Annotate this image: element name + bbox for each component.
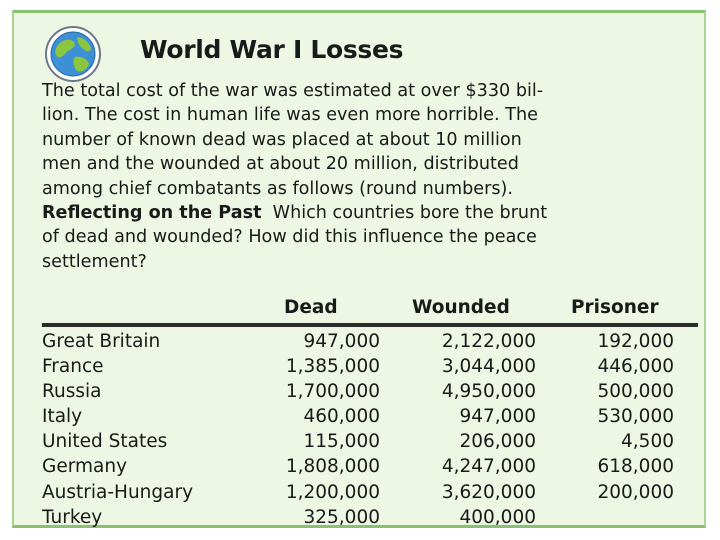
country-cell: Russia [42, 381, 102, 403]
losses-panel [12, 10, 706, 528]
intro-line: among chief combatants as follows (round numbers). [42, 178, 513, 199]
country-cell: Great Britain [42, 331, 161, 352]
dead-cell: 1,385,000 [285, 356, 380, 378]
table-row [42, 379, 674, 404]
wounded-cell: 3,044,000 [441, 356, 536, 378]
wounded-cell: 4,247,000 [441, 456, 536, 478]
reflect-line: settlement? [42, 251, 147, 272]
losses-table [42, 329, 674, 530]
intro-line: number of known dead was placed at about 10 million [42, 129, 522, 150]
prisoner-cell: 192,000 [597, 331, 674, 352]
prisoner-cell: 200,000 [597, 481, 674, 503]
reflect-heading: Reflecting on the Past [42, 203, 262, 224]
wounded-cell: 400,000 [459, 506, 536, 528]
country-cell: Italy [42, 406, 83, 428]
dead-cell: 115,000 [303, 431, 380, 453]
dead-cell: 460,000 [303, 406, 380, 428]
country-cell: United States [42, 431, 168, 453]
country-cell: Turkey [42, 506, 103, 528]
wounded-cell: 3,620,000 [441, 481, 536, 503]
column-header-dead: Dead [284, 297, 338, 318]
country-cell: Germany [42, 456, 128, 478]
table-row [42, 505, 674, 530]
prisoner-cell: 4,500 [621, 431, 674, 453]
table-row [42, 454, 674, 479]
page-title: World War I Losses [140, 35, 404, 64]
intro-line: lion. The cost in human life was even more horrible. The [42, 105, 538, 126]
table-row [42, 429, 674, 454]
column-header-prisoner: Prisoner [571, 297, 659, 318]
table-rule-header [42, 325, 698, 327]
prisoner-cell: 618,000 [597, 456, 674, 478]
dead-cell: 325,000 [303, 506, 380, 528]
dead-cell: 1,700,000 [285, 381, 380, 403]
intro-line: The total cost of the war was estimated at over $330 bil- [42, 81, 544, 101]
country-cell: France [42, 356, 104, 378]
country-cell: Austria-Hungary [42, 481, 194, 503]
dead-cell: 947,000 [303, 331, 380, 352]
table-row [42, 480, 674, 505]
reflect-question: Which countries bore the brunt [272, 203, 548, 224]
table-row [42, 329, 674, 354]
globe-icon [44, 25, 102, 83]
dead-cell: 1,808,000 [285, 456, 380, 478]
column-header-wounded: Wounded [412, 297, 510, 318]
intro-paragraph [42, 79, 702, 274]
prisoner-cell: 530,000 [597, 406, 674, 428]
prisoner-cell: 500,000 [597, 381, 674, 403]
wounded-cell: 4,950,000 [441, 381, 536, 403]
wounded-cell: 947,000 [459, 406, 536, 428]
table-row [42, 404, 674, 429]
table-row [42, 354, 674, 379]
intro-line: men and the wounded at about 20 million, distributed [42, 154, 519, 175]
reflect-line [42, 201, 702, 225]
reflect-line: of dead and wounded? How did this influence the peace [42, 227, 537, 248]
wounded-cell: 206,000 [459, 431, 536, 453]
prisoner-cell [536, 505, 674, 530]
prisoner-cell: 446,000 [597, 356, 674, 378]
wounded-cell: 2,122,000 [441, 331, 536, 352]
dead-cell: 1,200,000 [285, 481, 380, 503]
